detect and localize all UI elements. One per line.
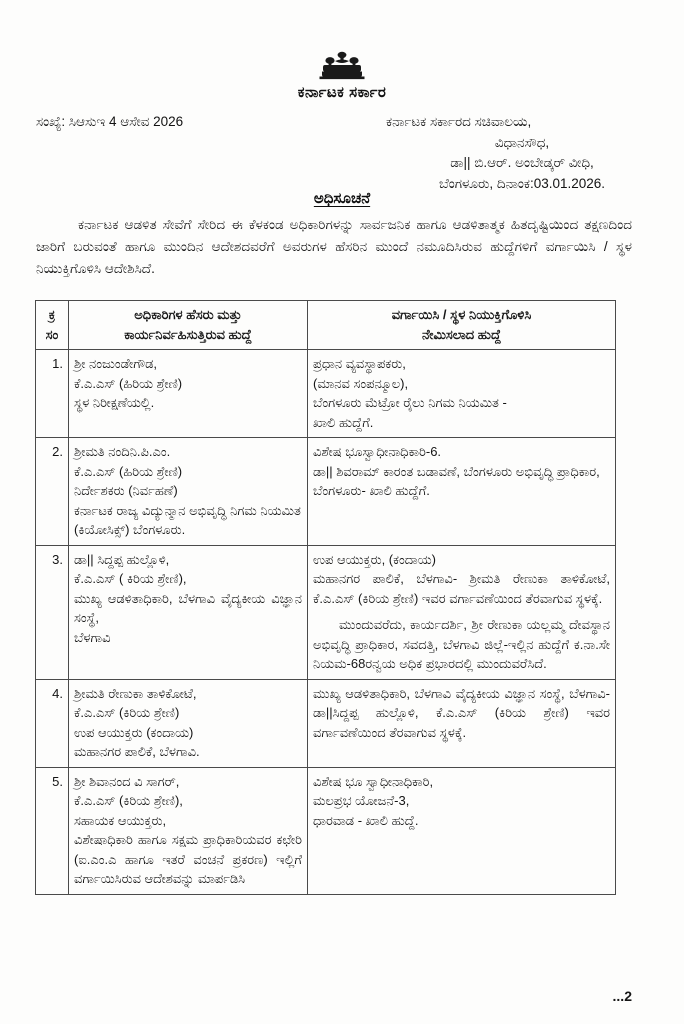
officer-organisation: ಕರ್ನಾಟಕ ರಾಜ್ಯ ವಿದ್ಯುನ್ಮಾನ ಅಭಿವೃದ್ಧಿ ನಿಗಮ ನಿಯಮಿತ [74,502,301,518]
officer-current-post: ಉಪ ಆಯುಕ್ತರು (ಕಂದಾಯ) [74,724,194,740]
posting-line: ಖಾಲಿ ಹುದ್ದೆಗೆ. [313,414,374,430]
row-officer-details [69,679,308,767]
officer-header-line1: ಅಧಿಕಾರಿಗಳ ಹೆಸರು ಮತ್ತು [134,307,242,322]
officer-current-post: ಮುಖ್ಯ ಆಡಳಿತಾಧಿಕಾರಿ, ಬೆಳಗಾವಿ ವೈದ್ಯಕೀಯ ವಿಜ್ಞಾನ ಸಂಸ್ಥೆ, [74,590,302,625]
officer-current-post-city: ಬೆಳಗಾವಿ [74,629,111,645]
reference-number: ಸಂಖ್ಯೆ: ಸಿಆಸುಇ 4 ಆಸೇವ 2026 [36,114,184,129]
officer-name: ಶ್ರೀಮತಿ ರೇಣುಕಾ ತಾಳಿಕೋಟೆ, [74,685,197,701]
posting-line: ವಿಶೇಷ ಭೂ ಸ್ವಾಧೀನಾಧಿಕಾರಿ, [313,773,434,789]
posting-line: ಉಪ ಆಯುಕ್ತರು, (ಕಂದಾಯ) [313,551,436,567]
posting-header-line1: ವರ್ಗಾಯಿಸಿ / ಸ್ಥಳ ನಿಯುಕ್ತಿಗೊಳಿಸಿ [391,307,532,322]
column-header-officer-name-post [69,301,308,350]
serial-header-line2: ಸಂ [45,326,59,342]
posting-line: (ಮಾನವ ಸಂಪನ್ಮೂಲ), [313,375,409,391]
posting-line: ಮಲಪ್ರಭ ಯೋಜನೆ-3, [313,793,410,808]
row-officer-details [69,767,308,894]
row-new-posting [308,767,616,894]
government-title: ಕರ್ನಾಟಕ ಸರ್ಕಾರ [297,84,387,101]
row-officer-details [69,438,308,546]
posting-line: ಧಾರವಾಡ - ಖಾಲಿ ಹುದ್ದೆ. [313,812,419,828]
posting-line: ಪ್ರಧಾನ ವ್ಯವಸ್ಥಾಪಕರು, [313,356,406,371]
officer-organisation-city: (ಕಿಯೋಸಿಕ್ಸ್) ಬೆಂಗಳೂರು. [74,522,186,537]
officer-cadre: ಕೆ.ಎ.ಎಸ್ (ಕಿರಿಯ ಶ್ರೇಣಿ) [74,705,180,720]
row-serial: 3. [36,545,69,679]
posting-line: ಮಹಾನಗರ ಪಾಲಿಕೆ, ಬೆಳಗಾವಿ- ಶ್ರೀಮತಿ ರೇಣುಕಾ ತಾಳಿಕೋಟೆ, ಕೆ.ಎ.ಎಸ್ (ಕಿರಿಯ ಶ್ರೇಣಿ) ಇವರ ವರ್ಗಾವಣೆಯಿಂದ ತೆರವಾಗುವ ಸ್ಥಳಕ್ಕೆ. [313,571,610,606]
officer-office-details: ವಿಶೇಷಾಧಿಕಾರಿ ಹಾಗೂ ಸಕ್ಷಮ ಪ್ರಾಧಿಕಾರಿಯವರ ಕಛೇರಿ (ಐ.ಎಂ.ಎ ಹಾಗೂ ಇತರೆ ವಂಚನೆ ಪ್ರಕರಣ) ಇಲ್ಲಿಗೆ ವರ್ಗಾಯಿಸಿರುವ ಆದೇಶವನ್ನು ಮಾರ್ಪಡಿಸಿ [74,832,302,886]
posting-header-line2: ನೇಮಿಸಲಾದ ಹುದ್ದೆ [421,326,502,342]
karnataka-state-emblem-icon [318,48,366,82]
row-serial: 4. [36,679,69,767]
posting-line: ವಿಶೇಷ ಭೂಸ್ವಾಧೀನಾಧಿಕಾರಿ-6. [313,444,442,459]
issuing-address [372,112,672,194]
table-row [36,679,616,767]
posting-line: ಬೆಂಗಳೂರು ಮೆಟ್ರೋ ರೈಲು ನಿಗಮ ನಿಯಮಿತ - [313,395,507,410]
row-new-posting [308,679,616,767]
posting-line: ಬೆಂಗಳೂರು- ಖಾಲಿ ಹುದ್ದೆಗೆ. [313,483,430,498]
officer-name: ಡಾ|| ಸಿದ್ದಪ್ಪ ಹುಲ್ಲೊಳಿ, [74,551,170,567]
notification-body: ಕರ್ನಾಟಕ ಆಡಳಿತ ಸೇವೆಗೆ ಸೇರಿದ ಈ ಕೆಳಕಂಡ ಅಧಿಕಾರಿಗಳನ್ನು ಸಾರ್ವಜನಿಕ ಹಾಗೂ ಆಡಳಿತಾತ್ಮಕ ಹಿತದೃಷ್ಟಿಯಿಂದ ತಕ್ಷಣದಿಂದ ಜಾರಿಗೆ ಬರುವಂತೆ ಹಾಗೂ ಮುಂದಿನ ಆದೇಶದವರೆಗೆ ಅವರುಗಳ ಹೆಸರಿನ ಮುಂದೆ ನಮೂದಿಸಿರುವ ಹುದ್ದೆಗಳಿಗೆ ವರ್ಗಾಯಿಸಿ / ಸ್ಥಳ ನಿಯುಕ್ತಿಗೊಳಿಸಿ ಆದೇಶಿಸಿದೆ. [36,217,632,277]
officer-cadre: ಕೆ.ಎ.ಎಸ್ (ಹಿರಿಯ ಶ್ರೇಣಿ) [74,463,183,479]
posting-line: ಡಾ|| ಶಿವರಾಮ್ ಕಾರಂತ ಬಡಾವಣೆ, ಬೆಂಗಳೂರು ಅಭಿವೃದ್ಧಿ ಪ್ರಾಧಿಕಾರ, [313,463,600,479]
page-continuation-marker: ...2 [612,988,632,1004]
table-row [36,350,616,438]
table-header-row [36,301,616,350]
row-new-posting [308,545,616,679]
address-line-city-date: ಬೆಂಗಳೂರು, ದಿನಾಂಕ:03.01.2026. [438,175,606,191]
address-line-street: ಡಾ|| ಬಿ.ಆರ್. ಅಂಬೇಡ್ಕರ್ ವೀಧಿ, [450,155,594,171]
row-serial: 2. [36,438,69,546]
officer-cadre: ಕೆ.ಎ.ಎಸ್ (ಕಿರಿಯ ಶ್ರೇಣಿ), [74,793,183,808]
table-row [36,438,616,546]
notification-title: ಅಧಿಸೂಚನೆ [313,190,371,207]
transfer-table-container [35,300,615,895]
officer-current-post-city: ಮಹಾನಗರ ಪಾಲಿಕೆ, ಬೆಳಗಾವಿ. [74,744,200,759]
officer-current-post: ಸಹಾಯಕ ಆಯುಕ್ತರು, [74,812,167,828]
column-header-new-posting [308,301,616,350]
officer-header-line2: ಕಾರ್ಯನಿರ್ವಹಿಸುತ್ತಿರುವ ಹುದ್ದೆ [124,326,252,342]
officer-cadre: ಕೆ.ಎ.ಎಸ್ ( ಕಿರಿಯ ಶ್ರೇಣಿ), [74,571,187,586]
row-officer-details [69,350,308,438]
address-line-vidhana-soudha: ವಿಧಾನಸೌಧ, [494,134,550,150]
row-serial: 5. [36,767,69,894]
serial-header-line1: ಕ್ರ [48,307,56,322]
posting-line: ಮುಖ್ಯ ಆಡಳಿತಾಧಿಕಾರಿ, ಬೆಳಗಾವಿ ವೈದ್ಯಕೀಯ ವಿಜ್ಞಾನ ಸಂಸ್ಥೆ, ಬೆಳಗಾವಿ-ಡಾ||ಸಿದ್ದಪ್ಪ ಹುಲ್ಲೊಳಿ, ಕೆ.ಎ.ಎಸ್ (ಕಿರಿಯ ಶ್ರೇಣಿ) ಇವರ ವರ್ಗಾವಣೆಯಿಂದ ತೆರವಾಗುವ ಸ್ಥಳಕ್ಕೆ. [313,685,610,740]
document-header [0,48,684,101]
table-row [36,767,616,894]
officer-current-post: ಸ್ಥಳ ನಿರೀಕ್ಷಣೆಯಲ್ಲಿ. [74,395,155,410]
row-serial: 1. [36,350,69,438]
officer-name: ಶ್ರೀಮತಿ ನಂದಿನಿ.ಪಿ.ಎಂ. [74,444,171,459]
row-new-posting [308,438,616,546]
officer-transfer-table [35,300,616,895]
officer-name: ಶ್ರೀ ನಂಜುಂಡೇಗೌಡ, [74,356,157,371]
address-line-secretariat: ಕರ್ನಾಟಕ ಸರ್ಕಾರದ ಸಚಿವಾಲಯ, [386,114,532,129]
officer-current-post: ನಿರ್ದೇಶಕರು (ನಿರ್ವಹಣೆ) [74,483,178,498]
officer-cadre: ಕೆ.ಎ.ಎಸ್ (ಹಿರಿಯ ಶ್ರೇಣಿ) [74,375,183,391]
table-row [36,545,616,679]
row-new-posting [308,350,616,438]
row-officer-details [69,545,308,679]
column-header-serial [36,301,69,350]
posting-additional-charge: ಮುಂದುವರೆದು, ಕಾರ್ಯದರ್ಶಿ, ಶ್ರೀ ರೇಣುಕಾ ಯಲ್ಲಮ್ಮ ದೇವಸ್ಥಾನ ಅಭಿವೃದ್ಧಿ ಪ್ರಾಧಿಕಾರ, ಸವದತ್ತಿ, ಬೆಳಗಾವಿ ಜಿಲ್ಲೆ-ಇಲ್ಲಿನ ಹುದ್ದೆಗೆ ಕ.ನಾ.ಸೇ ನಿಯಮ-68ರನ್ವಯ ಅಧಿಕ ಪ್ರಭಾರದಲ್ಲಿ ಮುಂದುವರೆಸಿದೆ. [313,617,610,671]
officer-name: ಶ್ರೀ ಶಿವಾನಂದ ವಿ ಸಾಗರ್, [74,773,180,789]
